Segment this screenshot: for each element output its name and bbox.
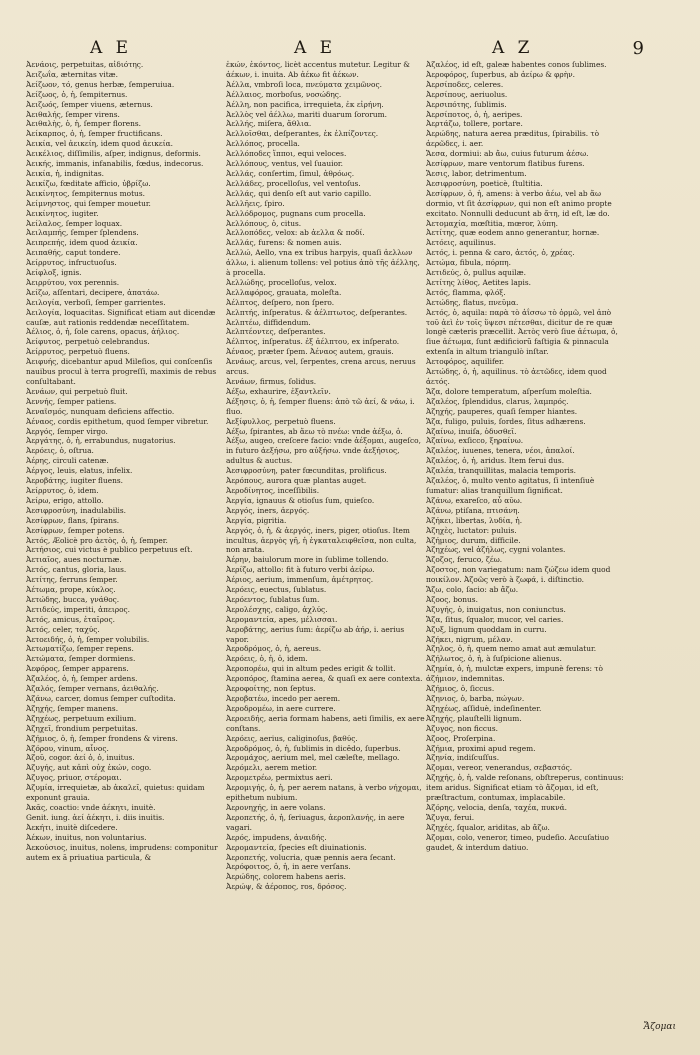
dictionary-entry: Ἀετίτης, quæ eodem anno generantur, hornæ. <box>426 228 600 238</box>
dictionary-entry: Ἀείμνηστος, qui ſemper mouetur. <box>26 198 151 208</box>
dictionary-entry: Ἀείφλοξ, ignis. <box>26 268 82 278</box>
page-number: 9 <box>632 38 644 59</box>
dictionary-entry: Ἀέρης, circuli catenæ. <box>26 456 109 466</box>
dictionary-entry: Ἀείρρυτος, ὁ, idem. <box>26 485 99 495</box>
dictionary-entry: Ἀεροδίνητος, inceſſibilis. <box>226 485 320 495</box>
dictionary-entry: Ἀζηνία, indiſcuſſus. <box>426 753 500 763</box>
dictionary-entry: Ἀέριος, aerium, immenſum, ἀμέτρητος. <box>226 575 374 585</box>
dictionary-entry: Ἀζοος, bonus. <box>426 594 478 604</box>
dictionary-entry: Ἀείλαλος, ſemper loquax. <box>26 218 123 228</box>
dictionary-entry: Ἀετιδεύς, imperiti, ἀπειρος. <box>26 604 131 614</box>
dictionary-entry: Ἀετώματα, ſemper dormiens. <box>26 654 136 664</box>
dictionary-entry: Ἀερόμελι, aerem metior. <box>226 763 318 773</box>
dictionary-entry: Ἀερονηχής, in aere volans. <box>226 802 326 812</box>
dictionary-entry: Ἀέλπτος, deſpero, non ſpero. <box>226 297 335 307</box>
dictionary-entry: Ἀεροειδής, aeria formam habens, aeti ſimilis, ex aere conſtans. <box>226 713 425 733</box>
dictionary-entry: Ἄζα, dolore temperatum, aſperſum moleſtia. <box>426 386 592 396</box>
dictionary-entry: Ἀερώδης, colorem habens aeris. <box>226 872 346 882</box>
dictionary-entry: Ἀερομετρέω, permixtus aeri. <box>226 773 333 783</box>
dictionary-entry: Ἀελλάς, furens: & nomen auis. <box>226 238 342 248</box>
dictionary-entry: Ἀζηχής, ὁ, ἡ, valde reſonans, obſtreperus, continuus: item aridus. Significat etiam τὸ ἄζομαι, id eſt, præſtractum, contumax, implacabile. <box>426 773 624 803</box>
dictionary-entry: Ἀετός, celer, ταχύς. <box>26 624 100 634</box>
dictionary-entry: Ἀεφόρος, ſemper apparens. <box>26 664 129 674</box>
dictionary-entry: Ἀέλπτος, inſperatus. ἐξ ἀέλπτου, ex inſperato. <box>226 337 400 347</box>
dictionary-entry: Ἀείρρυτος, perpetuò fluens. <box>26 347 130 357</box>
dictionary-entry: Ἀερός, impudens, ἀναιδής. <box>226 832 327 842</box>
dictionary-entry: Ἀενάων, firmus, ſolidus. <box>226 377 317 386</box>
dictionary-entry: Ἀζυγής, ὁ, inuigatus, non coniunctus. <box>426 604 566 614</box>
dictionary-entry: Ἀετίτης λίθος, Aetites lapis. <box>426 277 532 287</box>
dictionary-entry: Ἄζυγα, ferui. <box>426 812 475 822</box>
dictionary-entry: Ἀεκήτι, inuitè diſcedere. <box>26 822 118 832</box>
dictionary-entry: Ἀετός, amicus, ἑταῖρος. <box>26 614 115 624</box>
dictionary-entry: Ἀερόεντος, ſublatus ſum. <box>226 594 320 604</box>
dictionary-entry: Ἀζομαι, vereor, venerandus, σεβαστός. <box>426 763 573 773</box>
dictionary-entry: Ἀεργός, iners, ἀεργός. <box>226 505 310 515</box>
dictionary-entry: Ἀεικία, ἡ, indignitas. <box>26 168 104 178</box>
dictionary-entry: Ἀειλογία, loquacitas. Significat etiam aut dicendæ cauſæ, aut rationis reddendæ neceſſitatem. <box>26 307 216 327</box>
running-head-center: Α Ε <box>294 38 337 58</box>
dictionary-entry: Ἀεροπετής, volucria, quæ pennis aera ſecant. <box>226 852 396 862</box>
dictionary-entry: Ἀέξω, exhaurire, ἐξαντλεῖν. <box>226 386 331 396</box>
dictionary-entry: Ἀεικίνητος, ſempiternus motus. <box>26 188 145 198</box>
dictionary-entry: Ἀερσίποτος, ὁ, ἡ, aeripes. <box>426 109 523 119</box>
dictionary-entry: Ἀετιδεύς, ὁ, pullus aquilæ. <box>426 268 526 278</box>
dictionary-entry: Ἀζαλέος, iuuenes, tenera, νέοι, ἁπαλοί. <box>426 446 575 456</box>
dictionary-entry: Genit. iung. ἀεί ἀέκητι, i. diis inuitis. <box>26 812 165 822</box>
dictionary-entry: Ἀερόεις, ὁ, ἡ, ὁ, idem. <box>226 654 308 664</box>
dictionary-entry: Ἀεροπόρος, ſtamina aerea, & quaſi ex aere contexta. <box>226 674 423 684</box>
dictionary-entry: Ἀελλῆεις, ſpiro. <box>226 198 285 208</box>
dictionary-entry: Ἀελλαφόρος, grauata, moleſta. <box>226 287 342 297</box>
dictionary-entry: Ἄζω, colo, ſacio: ab ἄζω. <box>426 585 519 595</box>
dictionary-entry: Ἀεσίφρων, mare ventorum flatibus furens. <box>426 159 585 169</box>
dictionary-entry: Ἀελπτέω, diffidendum. <box>226 317 311 327</box>
dictionary-entry: Ἀεροβάτης, aerius ſum: ἀερίζω ab ἀήρ, i. aerius vapor. <box>226 624 405 644</box>
dictionary-entry: Ἀειλογία, verboſi, ſemper garrientes. <box>26 297 166 307</box>
dictionary-entry: Ἀεροβατέω, incedo per aerem. <box>226 694 341 703</box>
dictionary-entry: Ἀεξίφυλλος, perpetuò fluens. <box>226 416 336 426</box>
dictionary-entry: Ἀζυγος, non ficcus. <box>426 723 498 733</box>
dictionary-entry: Ἀεικίνητος, iugiter. <box>26 208 99 218</box>
dictionary-entry: Ἀεροφοίτης, non ſeptus. <box>226 684 316 694</box>
dictionary-entry: Ἀέκων, inuitus, non voluntarius. <box>26 832 147 842</box>
dictionary-entry: Ἀζηχὲς, luctator: puluis. <box>426 525 517 535</box>
dictionary-entry: Ἀζοῦ, cogor. ἀεί ὁ, ὁ, inuitus. <box>26 753 135 763</box>
dictionary-entry: Ἀέτωμα, prope, κύκλος. <box>26 585 116 595</box>
dictionary-entry: Ἀερόεις, aerius, caliginoſus, βαθύς. <box>226 733 358 743</box>
column-right <box>426 60 626 1020</box>
dictionary-entry: Ἀζηχές, ſqualor, ariditas, ab ἄζω. <box>426 822 550 832</box>
dictionary-entry: Ἀεσίφρων, ſemper potens. <box>26 525 125 535</box>
dictionary-entry: Ἀζαίνω, inuiſa, ὀδυσθεῖ. <box>426 426 517 436</box>
dictionary-entry: Ἀζυξ, lignum quoddam in curru. <box>426 624 547 634</box>
dictionary-entry: Ἀζαλέος, ὁ, ἡ, ſemper ardens. <box>26 674 138 684</box>
dictionary-entry: Ἀεσιφροσύνη, inadulabilis. <box>26 505 126 515</box>
dictionary-entry: Ἀεροπετής, ὁ, ἡ, ſeriuagus, ἀεροπλανής, in aere vagari. <box>226 812 405 832</box>
dictionary-entry: Ἀελλόποδες ἵπποι, equi veloces. <box>226 149 347 159</box>
dictionary-entry: Ἀετοφόρος, aquilifer. <box>426 357 505 367</box>
dictionary-entry: Ἀελλοπόδες, velox: ab ἀελλα & ποδί. <box>226 228 365 238</box>
dictionary-entry: Ἀεσίφρων, flans, ſpirans. <box>26 515 120 525</box>
dictionary-entry: Ἀζυγος, priuor, στέρομαι. <box>26 773 122 783</box>
dictionary-entry: Ἀζάνω, exareſco, αὖ αῦω. <box>426 495 523 505</box>
dictionary-entry: Ἀετός, flamma, φλόξ. <box>426 287 506 297</box>
dictionary-entry: Ἀζηχής, pauperes, quaſi ſemper hiantes. <box>426 406 578 416</box>
dictionary-entry: Ἀζήκει, libertas, λυδία, ἡ. <box>426 515 523 525</box>
dictionary-entry: Ἀεργία, pigritia. <box>226 515 287 525</box>
dictionary-entry: Ἀειφυής, dicebantur apud Mileſios, qui conſcenſis nauibus procul à terra progreſſi, maximis de rebus conſultabant. <box>26 357 217 386</box>
dictionary-entry: Ἀελλής, miſera, ἄθλια. <box>226 119 312 129</box>
dictionary-entry: Ἀεροβάτης, iugiter fluens. <box>26 476 123 486</box>
dictionary-entry: Ἀέξησις, ὁ, ἡ, ſemper fluens: ἀπὸ τῶ ἀεί, & νάω, i. fluo. <box>226 396 415 416</box>
dictionary-entry: Ἀελλάδες, procelloſus, vel ventoſus. <box>226 178 361 188</box>
dictionary-entry: Ἀεροδρομέω, in aere currere. <box>226 703 336 713</box>
dictionary-entry: Ἀζαλέος, ſplendidus, clarus, λαμπρός. <box>426 396 569 406</box>
dictionary-entry: Ἀεργία, ignauus & otioſus ſum, quieſco. <box>226 495 375 505</box>
dictionary-entry: Ἀζοος, Proſerpina. <box>426 733 496 743</box>
dictionary-entry: Ἀερόφοιτος, ὁ, ἡ, in aere verſans. <box>226 862 351 872</box>
dictionary-entry: Ἀελλὸς vel ἀέλλω, mariti duarum ſororum. <box>226 109 388 119</box>
dictionary-entry: Ἀερσιπότης, ſublimis. <box>426 99 507 109</box>
dictionary-entry: Ἀετός, ὁ, aquila: παρὰ τὸ ἀΐσσω τὸ ὁρμῶ, vel ἀπὸ τοῦ ἀεὶ ἐν τοῖς ὕψεσι πέτεσθαι, dicitur de re quæ longè cæteris præcellit. Ἀετὸς verò ſiue ἀέτωμα, ὁ, ſiue ἀέτωμα, ſunt ædificiorũ faſtigia & pinnacula extenſa in altum triangulò inſtar. <box>426 307 618 357</box>
dictionary-entry: Ἀέλλη, non pacifica, irrequieta, ἐκ εἰρήνη. <box>226 99 384 109</box>
dictionary-entry: Ἀζηνιος, ὁ, barba, πώγων. <box>426 694 525 703</box>
dictionary-entry: Ἀείφυτος, perpetuò celebrandus. <box>26 337 150 347</box>
dictionary-entry: Ἄζοζος, feruco, ζέω. <box>426 555 503 565</box>
dictionary-entry: ἑκών, ἑκόντος, licèt accentus mutetur. Legitur & ἀέκων, i. inuita. Ab ἀέκω fit ἀέκων. <box>226 60 410 79</box>
dictionary-entry: Ἀζηχέως, perpetuum exilium. <box>26 713 137 723</box>
dictionary-entry: Ἀειθαλής, ſemper virens. <box>26 109 120 119</box>
dictionary-entry: Ἀζαίνω, exſicco, ξηραίνω. <box>426 436 524 446</box>
dictionary-entry: Ἀεσιφροσύνη, pater fœcunditas, prolificus. <box>226 466 387 476</box>
dictionary-entry: Ἀέλλα, vmbroſi loca, πνεύματα χειμῶνος. <box>226 79 382 89</box>
dictionary-entry: Ἀέναος, cordis epithetum, quod ſemper vibretur. <box>26 416 209 426</box>
dictionary-entry: Ἀζήλωτος, ὁ, ἡ, à ſuſpicione alienus. <box>426 654 562 664</box>
dictionary-entry: Ἀεργάτης, ὁ, ἡ, errabundus, nugatorius. <box>26 436 176 446</box>
dictionary-entry: Ἀέρην, baiulorum more in ſublime tollendo. <box>226 555 389 565</box>
dictionary-entry: Ἀζυγής, aut κἀπὶ οὐχ ἑκών, cogo. <box>26 763 152 773</box>
dictionary-entry: Ἄζα, ſitus, ſqualor, mucor, vel caries. <box>426 614 564 624</box>
dictionary-entry: Ἀετός, i. penna & caro, ἀετός, ὁ, χρέας. <box>426 248 575 258</box>
dictionary-entry: Ἀεικέλιος, diſſimilis, aſper, indignus, deformis. <box>26 149 201 159</box>
dictionary-entry: Ἀετός, cantus, gloria, laus. <box>26 565 127 575</box>
dictionary-entry: Ἀζομαι, colo, veneror, timeo, pudeſio. Accuſatiuo gaudet, & interdum datiuo. <box>426 832 610 852</box>
dictionary-entry: Ἀελπτέοντες, deſperantes. <box>226 327 326 337</box>
dictionary-entry: Ἀείρρυτος, infructuoſus. <box>26 258 117 268</box>
dictionary-entry: Ἀζαλέα, tranquillitas, malacia temporis. <box>426 466 577 476</box>
running-head-right: Α Ζ <box>492 38 534 58</box>
catchword: Ἄζομαι <box>643 1022 676 1032</box>
dictionary-entry: Ἀζηχεῖ, frondium perpetuitas. <box>26 723 138 733</box>
dictionary-entry: Ἀενάοις, perpetuitas, αἰδιότης. <box>26 60 144 69</box>
dictionary-entry: Ἀζηχέως, vel ἀζήλως, cygni volantes. <box>426 545 566 555</box>
dictionary-entry: Ἀειζωός, ſemper viuens, æternus. <box>26 99 153 109</box>
dictionary-entry: Ἀερομιγής, ὁ, ἡ, per aerem natans, à verbo νήχομαι, epithetum nubium. <box>226 783 422 803</box>
running-head-left: Α Ε <box>90 38 133 58</box>
dictionary-entry: Ἀειπαθής, caput tondere. <box>26 248 121 258</box>
dictionary-entry: Ἀεννής, ſemper patiens. <box>26 396 117 406</box>
dictionary-entry: Ἀζαλέος, ὁ, ἡ, aridus. Item ferui dus. <box>426 456 565 466</box>
dictionary-entry: Ἀεκούσιος, inuitus, nolens, imprudens: componitur autem ex ā priuatiua particula, & <box>26 842 218 862</box>
dictionary-entry: Ἀζόρου, vinum, αἶνος. <box>26 743 109 753</box>
dictionary-entry: Ἀειρρύτου, vox perennis. <box>26 277 120 287</box>
dictionary-entry: Ἀεροφόρος, ſuperbus, ab ἀείρω & φρὴν. <box>426 69 575 79</box>
dictionary-entry: Ἀελλώδης, procelloſus, velox. <box>226 277 337 287</box>
dictionary-entry: Ἀερώψ, & ἀέροπος, ros, δρόσος. <box>226 882 347 892</box>
dictionary-entry: Ἀερτάζω, tollere, portare. <box>426 119 523 129</box>
dictionary-entry: Ἀζόρης, velocia, denſa, ταχέα, πυκνά. <box>426 802 567 812</box>
dictionary-entry: Ἀετώδης, flatus, πνεῦμα. <box>426 297 519 307</box>
dictionary-entry: Ἀελλόπους, ventus, vel ſuauior. <box>226 159 343 169</box>
text-columns <box>0 60 700 1020</box>
dictionary-entry: Ἀέλλαιος, morboſus, νοσώδης. <box>226 89 342 99</box>
column-middle <box>226 60 426 1020</box>
dictionary-entry: Ἀελλώ, Aello, vna ex tribus harpyis, quaſi ἀελλων ἀλλω, i. alienum tollens: vel potius ἀπὸ τῆς ἀέλλης, à procella. <box>226 248 420 278</box>
dictionary-entry: Ἀελλάς, qui denſo eſt aut vario capillo. <box>226 188 372 198</box>
dictionary-entry: Ἀεσίφρων, ὁ, ἡ, amens: à verbo ἀέω, vel ab ἄω dormio, vt ſit ἀεσίφρων, qui non eſt animo propte excitato. Nonnulli deducunt ab ἄτη, id eſt, læ do. <box>426 188 612 218</box>
dictionary-entry: Ἀζηχής, ſemper manens. <box>26 703 119 713</box>
dictionary-entry: Ἀελλόδρομος, pugnans cum procella. <box>226 208 366 218</box>
dictionary-entry: Ἀερομάχος, aerium mel, mel cæleſte, mellago. <box>226 753 400 763</box>
dictionary-entry: Ἀζημία, ὁ, ἡ, mulctæ expers, impunè ferens: τὸ ἀζήμιον, indemnitas. <box>426 664 603 684</box>
dictionary-entry: Ἀερσίποδες, celeres. <box>426 79 504 89</box>
dictionary-entry: Ἀειζωΐα, æternitas vitæ. <box>26 69 118 79</box>
dictionary-entry: Ἀεικίζω, fœditate afficio, ὑβρίζω. <box>26 178 151 188</box>
dictionary-entry: Ἀετίτης, ferruns ſemper. <box>26 575 118 585</box>
dictionary-entry: Ἀενάων, qui perpetuò fluit. <box>26 386 128 396</box>
dictionary-entry: Ἀζάνω, ptiſana, πτισάνη. <box>426 505 520 515</box>
dictionary-entry: Ἀερόεις, ὁ, oſtrua. <box>26 446 94 456</box>
dictionary-entry: Ἄεσις, labor, detrimentum. <box>426 168 527 178</box>
dictionary-entry: Ἀκᾶς, coactio: vnde ἀέκητι, inuitè. <box>26 802 156 812</box>
dictionary-entry: Ἀερσίπους, aeriuolus. <box>426 89 508 99</box>
dictionary-entry: Ἀείρω, erigo, attollo. <box>26 495 104 505</box>
dictionary-entry: Ἀέναος, præter ſpem. Ἀέναος autem, grauis. <box>226 347 394 357</box>
dictionary-entry: Ἀζαλός, ſemper vernans, ἀειθαλής. <box>26 684 159 694</box>
dictionary-entry: Ἀελλοῖσθαι, deſperantes, ἐκ ἐλπίζοντες. <box>226 129 379 139</box>
dictionary-entry: Ἀέξω, augeo, creſcere facio: vnde ἀέξομαι, augeſco, in futuro ἀεξήσω, pro αὐξήσω. vnde ἀεξήσιος, adultus & auctus. <box>226 436 421 466</box>
dictionary-entry: Ἀζήμιος, ὁ, ſiccus. <box>426 684 495 694</box>
dictionary-entry: Ἀζήμια, proximi apud regem. <box>426 743 536 753</box>
dictionary-entry: Ἀεσιφροσύνη, poeticè, ſtultitia. <box>426 178 543 188</box>
dictionary-entry: Ἀείζωος, ὁ, ἡ, ſempiternus. <box>26 89 128 99</box>
dictionary-entry: Ἀελλάς, conſertim, ſimul, ἀθρόως. <box>226 168 355 178</box>
dictionary-entry: Ἀετήσιος, cui victus è publico perpetuus eſt. <box>26 545 193 555</box>
dictionary-entry: Ἀζηχής, plauſtelli lignum. <box>426 713 522 723</box>
dictionary-entry: Ἀείζωον, τό, genus herbæ, ſemperuiua. <box>26 79 175 89</box>
dictionary-entry: Ἀειθαλὴς, ὁ, ἡ, ſemper florens. <box>26 119 142 129</box>
dictionary-entry: Ἀζάνω, carcer, domus ſemper cuſtodita. <box>26 694 176 703</box>
dictionary-entry: Ἀεικία, vel ἀεικείη, idem quod ἀεικεία. <box>26 139 173 149</box>
dictionary-entry: Ἀεργός, ὁ, ἡ, & ἀεργός, iners, piger, otioſus. Item incultus, ἀεργὸς γῆ, ἡ ἐγκαταλειφθεῖσα, non culta, non arata. <box>226 525 417 555</box>
dictionary-entry: Ἀετόεις, aquilinus. <box>426 238 496 248</box>
dictionary-entry: Ἀερώδης, natura aerea præditus, ſpirabilis. τὸ ἀερῶδες, i. aer. <box>426 129 600 149</box>
dictionary-entry: Ἀέργος, leuis, elatus, infelix. <box>26 466 133 476</box>
dictionary-entry: Ἀετιαῖος, aues nocturnæ. <box>26 555 122 565</box>
dictionary-entry: Ἄζα, fuligo, puluis, ſordes, ſitus adhærens. <box>426 416 586 426</box>
dictionary-entry: Ἀετομαχία, mœſtitia, mœror, λύπη. <box>426 218 558 228</box>
dictionary-entry: Ἀζαλέος, ὁ, multo vento agitatus, ſi intenſiuè ſumatur: alias tranquillum ſignificat. <box>426 476 595 495</box>
dictionary-entry: Ἀετώμα, fibula, πόρπη. <box>426 258 511 268</box>
dictionary-entry: Ἀελπτής, inſperatus. & ἀέλπτωτος, deſperantes. <box>226 307 408 317</box>
dictionary-entry: Ἀερολέσχης, caligo, ἀχλύς. <box>226 604 328 614</box>
dictionary-entry: Ἀζηλος, ὁ, ἡ, quem nemo amat aut æmulatur. <box>426 644 597 654</box>
dictionary-entry: Ἀείζω, aſſentari, decipere, ἀπατάω. <box>26 287 160 297</box>
dictionary-entry: Ἀετοειδής, ὁ, ἡ, ſemper volubilis. <box>26 634 150 644</box>
dictionary-entry: Ἀέλιος, ὁ, ἡ, ſole carens, opacus, ἀήλιος. <box>26 327 180 337</box>
dictionary-entry: Ἀεικής, immanis, infanabilis, fœdus, indecorus. <box>26 159 204 169</box>
dictionary-entry: Ἀεροδρόμος, ὁ, ἡ, aereus. <box>226 644 322 654</box>
dictionary-entry: Ἀεροδρόμος, ὁ, ἡ, ſublimis in dicêdo, ſuperbus. <box>226 743 401 753</box>
dictionary-entry: Ἀενάως, arcus, vel, ſerpentes, crena arcus, neruus arcus. <box>226 357 416 377</box>
dictionary-entry: Ἀερίζω, attollo: fit à futuro verbi ἀείρω. <box>226 565 375 575</box>
dictionary-entry: Ἀζήκει, nigrum, μέλαν. <box>426 634 513 644</box>
dictionary-entry: Ἀετώδης, bucca, γνάθος. <box>26 594 120 604</box>
column-left <box>26 60 226 1020</box>
dictionary-entry: Ἀειπρεπής, idem quod ἀεικία. <box>26 238 138 248</box>
dictionary-entry: Ἀελλόπους, ὁ, citus. <box>226 218 302 228</box>
dictionary-entry: Ἀεναϊσμός, nunquam deficiens affectio. <box>26 406 175 416</box>
dictionary-entry: Ἀειλαμπής, ſemper ſplendens. <box>26 228 139 238</box>
dictionary-entry: Ἀζοστος, non variegatum: nam ζώζεω idem quod ποικίλον. Ἀζοῶς verò à ζωφά, i. diſtinctio. <box>426 565 611 585</box>
dictionary-entry: Ἀζαλέος, id eſt, galeæ habentes conos ſublimes. <box>426 60 607 69</box>
dictionary-entry: Ἀερόπους, aurora quæ plantas auget. <box>226 476 367 486</box>
dictionary-entry: Ἀερόεις, euectus, ſublatus. <box>226 585 327 595</box>
dictionary-entry: Ἀζηχέως, aſſiduè, indeſinenter. <box>426 703 542 713</box>
dictionary-entry: Ἀζήμιος, ὁ, ἡ, ſemper frondens & virens. <box>26 733 178 743</box>
dictionary-entry: Ἀερομαντεία, apes, μέλισσαι. <box>226 614 338 624</box>
page-header <box>0 38 700 58</box>
dictionary-entry: Ἀετωματίζω, ſemper repens. <box>26 644 134 654</box>
dictionary-entry: Ἀζυμία, irrequietæ, ab ἀκαλεῖ, quietus: quidam exponunt grauia. <box>26 783 205 803</box>
dictionary-entry: Ἀερομαντεία, ſpecies eſt diuinationis. <box>226 842 367 852</box>
dictionary-entry: Ἀεργός, ſemper virgo. <box>26 426 108 436</box>
dictionary-entry: Ἀελλόπος, procella. <box>226 139 300 149</box>
dictionary-entry: Ἀεροπορέω, qui in altum pedes erigit & tollit. <box>226 664 396 674</box>
dictionary-entry: Ἀετός, Æolicè pro ἀετὸς, ὁ, ἡ, ſemper. <box>26 535 168 545</box>
dictionary-entry: Ἀείκαρπος, ὁ, ἡ, ſemper fructificans. <box>26 129 163 139</box>
dictionary-entry: Ἀέξω, ſpirantes, ab ἄεω τὸ πνέω: vnde ἀέξω, ὁ. <box>226 426 403 436</box>
dictionary-entry: Ἀζήμιος, durum, difficile. <box>426 535 521 545</box>
dictionary-entry: Ἄεσα, dormiui: ab ἄω, cuius futurum ἀέσω. <box>426 149 589 159</box>
dictionary-entry: Ἀετώδης, ὁ, ἡ, aquilinus. τὸ ἀετῶδες, idem quod ἀετός. <box>426 367 607 386</box>
